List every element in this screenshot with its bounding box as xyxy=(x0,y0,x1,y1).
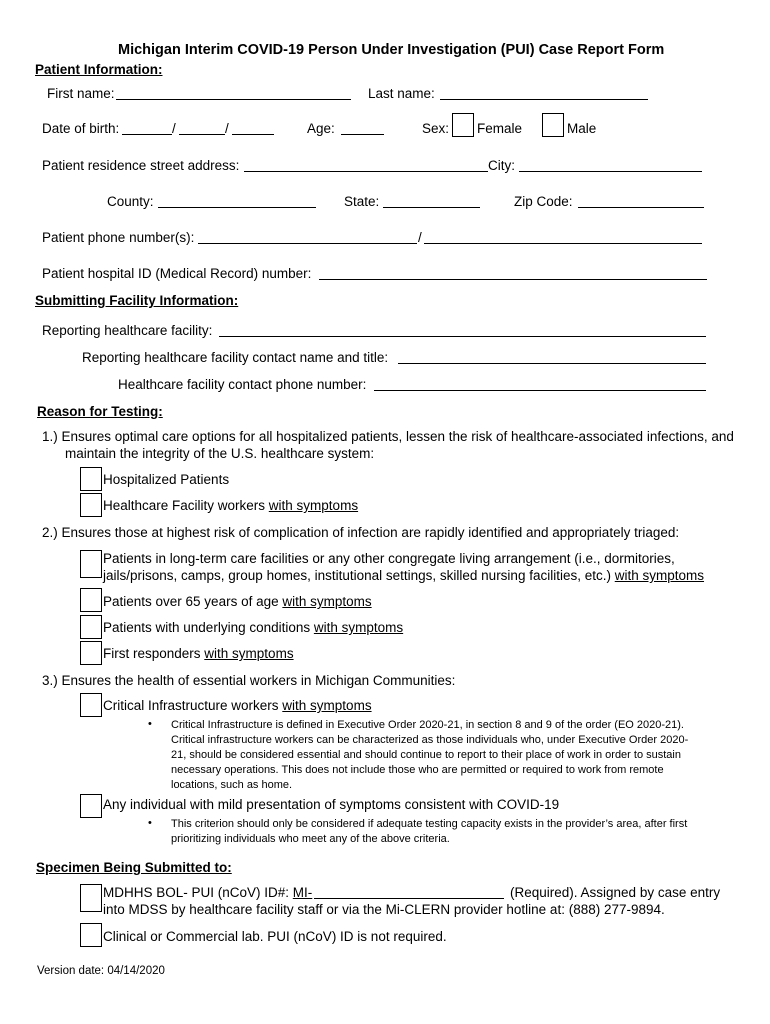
critical-note-line: Critical Infrastructure is defined in Executive Order 2020-21, in section 8 and 9 of the order (EO 2020-21). xyxy=(171,719,684,731)
county-label: County: xyxy=(107,194,154,209)
hospital-id-field[interactable] xyxy=(319,265,707,280)
county-field[interactable] xyxy=(158,193,316,208)
first-responders-label: First responders with symptoms xyxy=(103,646,294,661)
first-name-field[interactable] xyxy=(116,85,351,100)
female-checkbox[interactable] xyxy=(452,113,474,137)
address-label: Patient residence street address: xyxy=(42,158,240,173)
city-field[interactable] xyxy=(519,157,702,172)
over65-checkbox[interactable] xyxy=(80,588,102,612)
zip-label: Zip Code: xyxy=(514,194,573,209)
hospitalized-label: Hospitalized Patients xyxy=(103,472,230,487)
facility-phone-label: Healthcare facility contact phone number: xyxy=(118,377,367,392)
mild-checkbox[interactable] xyxy=(80,794,102,818)
pui-id-field[interactable] xyxy=(314,884,504,899)
first-responders-checkbox[interactable] xyxy=(80,641,102,665)
hospitalized-checkbox[interactable] xyxy=(80,467,102,491)
critical-label: Critical Infrastructure workers with symptoms xyxy=(103,698,372,713)
reporting-facility-field[interactable] xyxy=(219,322,706,337)
reason-heading: Reason for Testing: xyxy=(37,404,163,419)
state-label: State: xyxy=(344,194,380,209)
dob-separator: / xyxy=(225,121,229,136)
reason-item-1: 1.) Ensures optimal care options for all hospitalized patients, lessen the risk of healthcare-associated infections, and xyxy=(42,429,734,444)
reason-item-3: 3.) Ensures the health of essential workers in Michigan Communities: xyxy=(42,673,456,688)
critical-note-line: 21, should be considered essential and should continue to report to their place of work in order to sustain xyxy=(171,749,681,761)
phone-separator: / xyxy=(418,230,422,245)
clinical-lab-checkbox[interactable] xyxy=(80,923,102,947)
ltc-checkbox[interactable] xyxy=(80,550,102,578)
dob-label: Date of birth: xyxy=(42,121,120,136)
age-field[interactable] xyxy=(341,120,384,135)
over65-label: Patients over 65 years of age with symptoms xyxy=(103,594,372,609)
female-label: Female xyxy=(477,121,523,136)
bullet-icon: • xyxy=(148,718,152,730)
hospital-id-label: Patient hospital ID (Medical Record) number: xyxy=(42,266,312,281)
reporting-facility-label: Reporting healthcare facility: xyxy=(42,323,213,338)
hcw-label: Healthcare Facility workers with symptoms xyxy=(103,498,359,513)
specimen-heading: Specimen Being Submitted to: xyxy=(36,860,232,875)
state-field[interactable] xyxy=(383,193,480,208)
mdhhs-checkbox[interactable] xyxy=(80,884,102,912)
mdhhs-required: (Required). Assigned by case entry xyxy=(510,885,721,900)
mild-note-line: This criterion should only be considered if adequate testing capacity exists in the provider’s area, after first xyxy=(171,818,688,830)
underlying-label: Patients with underlying conditions with symptoms xyxy=(103,620,404,635)
male-checkbox[interactable] xyxy=(542,113,564,137)
form-title: Michigan Interim COVID-19 Person Under Investigation (PUI) Case Report Form xyxy=(118,42,665,58)
underlying-checkbox[interactable] xyxy=(80,615,102,639)
reason-item-1-cont: maintain the integrity of the U.S. healthcare system: xyxy=(65,446,375,461)
hcw-checkbox[interactable] xyxy=(80,493,102,517)
critical-note-line: necessary operations. This does not include those who are permitted or required to work from remote xyxy=(171,764,664,776)
city-label: City: xyxy=(488,158,515,173)
ltc-label: Patients in long-term care facilities or any other congregate living arrangement (i.e., dormitories, xyxy=(103,551,675,566)
reason-item-2: 2.) Ensures those at highest risk of complication of infection are rapidly identified and appropriately triaged: xyxy=(42,525,680,540)
phone-field-2[interactable] xyxy=(424,229,702,244)
mdhhs-label: MDHHS BOL- PUI (nCoV) ID#: MI- xyxy=(103,885,313,900)
clinical-lab-label: Clinical or Commercial lab. PUI (nCoV) ID is not required. xyxy=(103,929,447,944)
dob-year-field[interactable] xyxy=(232,120,274,135)
mild-label: Any individual with mild presentation of symptoms consistent with COVID-19 xyxy=(103,797,560,812)
patient-info-heading: Patient Information: xyxy=(35,62,163,77)
facility-phone-field[interactable] xyxy=(374,376,706,391)
critical-note-line: Critical infrastructure workers can be characterized as those individuals who, under Executive Order 2020- xyxy=(171,734,689,746)
age-label: Age: xyxy=(307,121,335,136)
male-label: Male xyxy=(567,121,597,136)
ltc-label-cont: jails/prisons, camps, group homes, institutional settings, skilled nursing facilities, etc.) with symptoms xyxy=(103,568,705,583)
phone-label: Patient phone number(s): xyxy=(42,230,195,245)
facility-contact-label: Reporting healthcare facility contact name and title: xyxy=(82,350,389,365)
last-name-label: Last name: xyxy=(368,86,435,101)
dob-month-field[interactable] xyxy=(122,120,172,135)
first-name-label: First name: xyxy=(47,86,115,101)
mild-note-line: prioritizing individuals who meet any of the above criteria. xyxy=(171,833,450,845)
dob-day-field[interactable] xyxy=(179,120,225,135)
sex-label: Sex: xyxy=(422,121,450,136)
facility-info-heading: Submitting Facility Information: xyxy=(35,293,239,308)
last-name-field[interactable] xyxy=(440,85,648,100)
address-field[interactable] xyxy=(244,157,488,172)
bullet-icon: • xyxy=(148,817,152,829)
mdhhs-label-cont: into MDSS by healthcare facility staff or via the Mi-CLERN provider hotline at: (888) 277-9894. xyxy=(103,902,665,917)
facility-contact-field[interactable] xyxy=(398,349,706,364)
version-date: Version date: 04/14/2020 xyxy=(37,965,165,977)
critical-checkbox[interactable] xyxy=(80,693,102,717)
phone-field-1[interactable] xyxy=(198,229,417,244)
dob-separator: / xyxy=(172,121,176,136)
critical-note-line: locations, such as home. xyxy=(171,779,293,791)
zip-field[interactable] xyxy=(578,193,704,208)
